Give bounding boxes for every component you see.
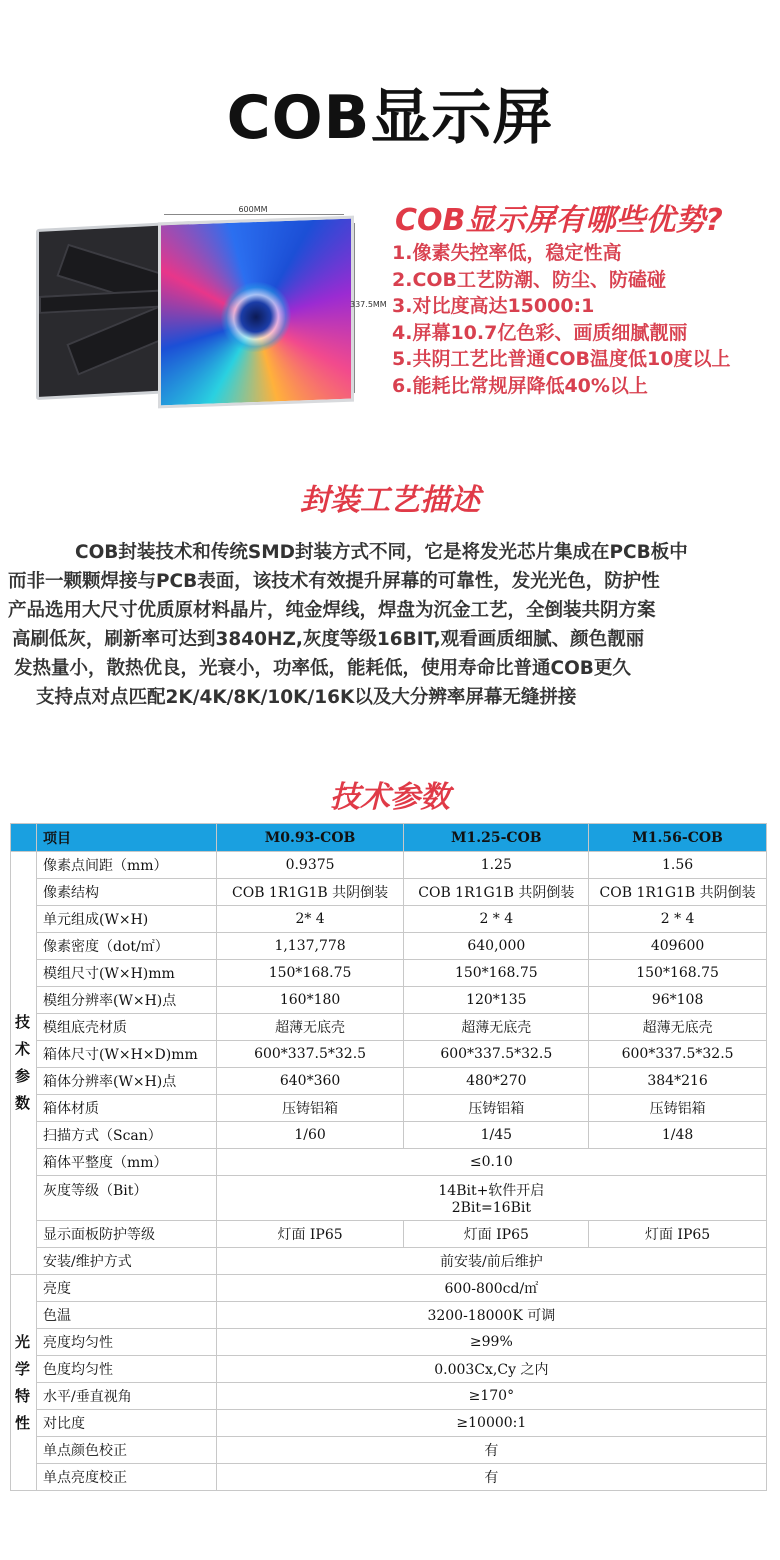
table-row: 模组尺寸(W×H)mm 150*168.75 150*168.75 150*168.75 <box>11 960 767 987</box>
table-row: 安装/维护方式 前安装/前后维护 <box>11 1248 767 1275</box>
table-row: 光学特性 亮度 600-800cd/㎡ <box>11 1275 767 1302</box>
advantage-item: 3.对比度高达15000:1 <box>392 295 595 317</box>
description-line: 支持点对点匹配2K/4K/8K/10K/16K以及大分辨率屏幕无缝拼接 <box>36 687 577 708</box>
advantage-item: 6.能耗比常规屏降低40%以上 <box>392 374 648 397</box>
table-row: 箱体平整度（mm） ≤0.10 <box>11 1149 767 1176</box>
table-row: 箱体材质 压铸铝箱 压铸铝箱 压铸铝箱 <box>11 1095 767 1122</box>
table-row: 灰度等级（Bit） 14Bit+软件开启 2Bit=16Bit <box>11 1176 767 1221</box>
table-row: 对比度 ≥10000:1 <box>11 1410 767 1437</box>
spec-table-body <box>11 852 767 1491</box>
advantages-list <box>392 240 730 399</box>
header-model: M1.56-COB <box>589 824 767 852</box>
table-header-row <box>11 824 767 852</box>
table-row: 色度均匀性 0.003Cx,Cy 之内 <box>11 1356 767 1383</box>
group-label-technical: 技术参数 <box>11 852 37 1275</box>
specs-title: 技术参数 <box>330 780 450 815</box>
process-title: 封装工艺描述 <box>300 483 480 518</box>
description-line: COB封装技术和传统SMD封装方式不同，它是将发光芯片集成在PCB板中 <box>38 542 688 563</box>
product-image <box>28 205 388 405</box>
header-model: M0.93-COB <box>216 824 404 852</box>
header-model: M1.25-COB <box>404 824 589 852</box>
width-dimension: 600MM <box>238 205 268 214</box>
table-row: 水平/垂直视角 ≥170° <box>11 1383 767 1410</box>
page-title: COB显示屏 <box>226 83 554 153</box>
table-row: 模组底壳材质 超薄无底壳 超薄无底壳 超薄无底壳 <box>11 1014 767 1041</box>
table-row: 像素密度（dot/㎡） 1,137,778 640,000 409600 <box>11 933 767 960</box>
advantages-title: COB显示屏有哪些优势? <box>395 203 723 238</box>
table-row: 技术参数 像素点间距（mm） 0.9375 1.25 1.56 <box>11 852 767 879</box>
table-row: 箱体尺寸(W×H×D)mm 600*337.5*32.5 600*337.5*32.5 600*337.5*32.5 <box>11 1041 767 1068</box>
table-row: 单点亮度校正 有 <box>11 1464 767 1491</box>
table-row: 模组分辨率(W×H)点 160*180 120*135 96*108 <box>11 987 767 1014</box>
spec-table <box>10 823 767 1491</box>
advantage-item: 2.COB工艺防潮、防尘、防磕碰 <box>392 268 667 291</box>
header-item: 项目 <box>36 824 216 852</box>
description-line: 高刷低灰，刷新率可达到3840HZ,灰度等级16BIT,观看画质细腻、颜色靓丽 <box>12 629 645 650</box>
table-row: 扫描方式（Scan） 1/60 1/45 1/48 <box>11 1122 767 1149</box>
group-label-optical: 光学特性 <box>11 1275 37 1491</box>
advantage-item: 4.屏幕10.7亿色彩、画质细腻靓丽 <box>392 321 688 344</box>
cabinet-front-screen <box>158 216 354 409</box>
advantage-item: 5.共阴工艺比普通COB温度低10度以上 <box>392 348 731 370</box>
table-row: 显示面板防护等级 灯面 IP65 灯面 IP65 灯面 IP65 <box>11 1221 767 1248</box>
description-line: 产品选用大尺寸优质原材料晶片，纯金焊线，焊盘为沉金工艺，全倒装共阴方案 <box>8 600 656 621</box>
table-row: 单点颜色校正 有 <box>11 1437 767 1464</box>
description-line: 发热量小，散热优良，光衰小，功率低，能耗低，使用寿命比普通COB更久 <box>14 658 631 679</box>
table-row: 像素结构 COB 1R1G1B 共阴倒装 COB 1R1G1B 共阴倒装 COB 1R1G1B 共阴倒装 <box>11 879 767 906</box>
description-line: 而非一颗颗焊接与PCB表面，该技术有效提升屏幕的可靠性，发光光色，防护性 <box>8 571 660 592</box>
table-row: 色温 3200-18000K 可调 <box>11 1302 767 1329</box>
advantage-item: 1.像素失控率低，稳定性高 <box>392 242 622 264</box>
process-description <box>8 538 776 712</box>
height-dimension: 337.5MM <box>350 300 387 309</box>
table-row: 单元组成(W×H) 2* 4 2 * 4 2 * 4 <box>11 906 767 933</box>
table-row: 亮度均匀性 ≥99% <box>11 1329 767 1356</box>
table-row: 箱体分辨率(W×H)点 640*360 480*270 384*216 <box>11 1068 767 1095</box>
swirl-graphic <box>221 281 291 353</box>
